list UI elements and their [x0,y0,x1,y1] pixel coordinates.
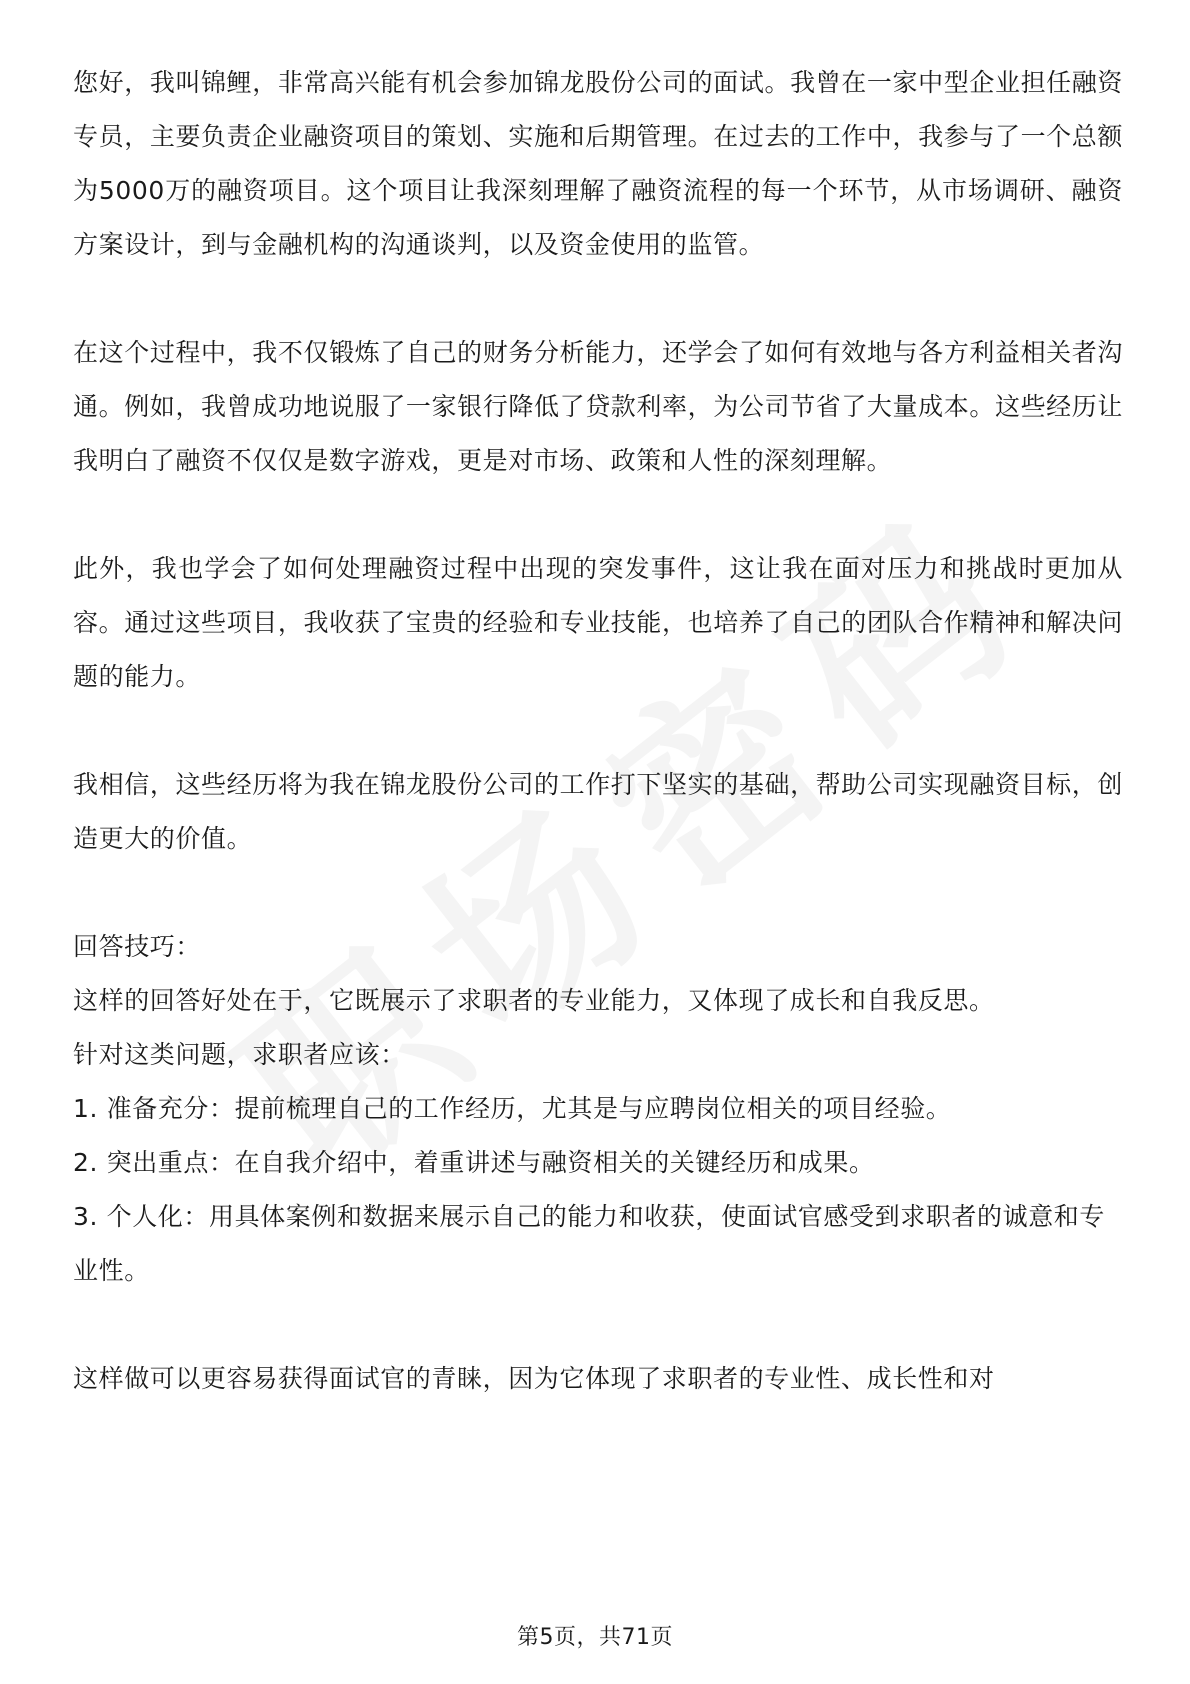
paragraph-conclusion: 我相信，这些经历将为我在锦龙股份公司的工作打下坚实的基础，帮助公司实现融资目标，创造更大的价值。 [73,770,1123,853]
tips-lead: 针对这类问题，求职者应该： [73,1040,406,1069]
tips-item: 2. 突出重点：在自我介绍中，着重讲述与融资相关的关键经历和成果。 [73,1148,875,1177]
tips-item: 3. 个人化：用具体案例和数据来展示自己的能力和收获，使面试官感受到求职者的诚意和专业性。 [73,1202,1106,1285]
tips-item: 1. 准备充分：提前梳理自己的工作经历，尤其是与应聘岗位相关的项目经验。 [73,1094,952,1123]
paragraph-closing: 这样做可以更容易获得面试官的青睐，因为它体现了求职者的专业性、成长性和对 [73,1364,995,1393]
page-number: 第5页，共71页 [517,1625,673,1650]
tips-intro: 这样的回答好处在于，它既展示了求职者的专业能力，又体现了成长和自我反思。 [73,986,995,1015]
paragraph-skills: 此外，我也学会了如何处理融资过程中出现的突发事件，这让我在面对压力和挑战时更加从容。通过这些项目，我收获了宝贵的经验和专业技能，也培养了自己的团队合作精神和解决问题的能力。 [73,554,1123,691]
tips-title: 回答技巧： [73,932,202,961]
document-body [73,56,1123,1406]
paragraph-process: 在这个过程中，我不仅锻炼了自己的财务分析能力，还学会了如何有效地与各方利益相关者沟通。例如，我曾成功地说服了一家银行降低了贷款利率，为公司节省了大量成本。这些经历让我明白了融资不仅仅是数字游戏，更是对市场、政策和人性的深刻理解。 [73,338,1123,475]
tips-section [73,920,1123,1298]
paragraph-intro: 您好，我叫锦鲤，非常高兴能有机会参加锦龙股份公司的面试。我曾在一家中型企业担任融资专员，主要负责企业融资项目的策划、实施和后期管理。在过去的工作中，我参与了一个总额为5000万的融资项目。这个项目让我深刻理解了融资流程的每一个环节，从市场调研、融资方案设计，到与金融机构的沟通谈判，以及资金使用的监管。 [73,68,1123,259]
